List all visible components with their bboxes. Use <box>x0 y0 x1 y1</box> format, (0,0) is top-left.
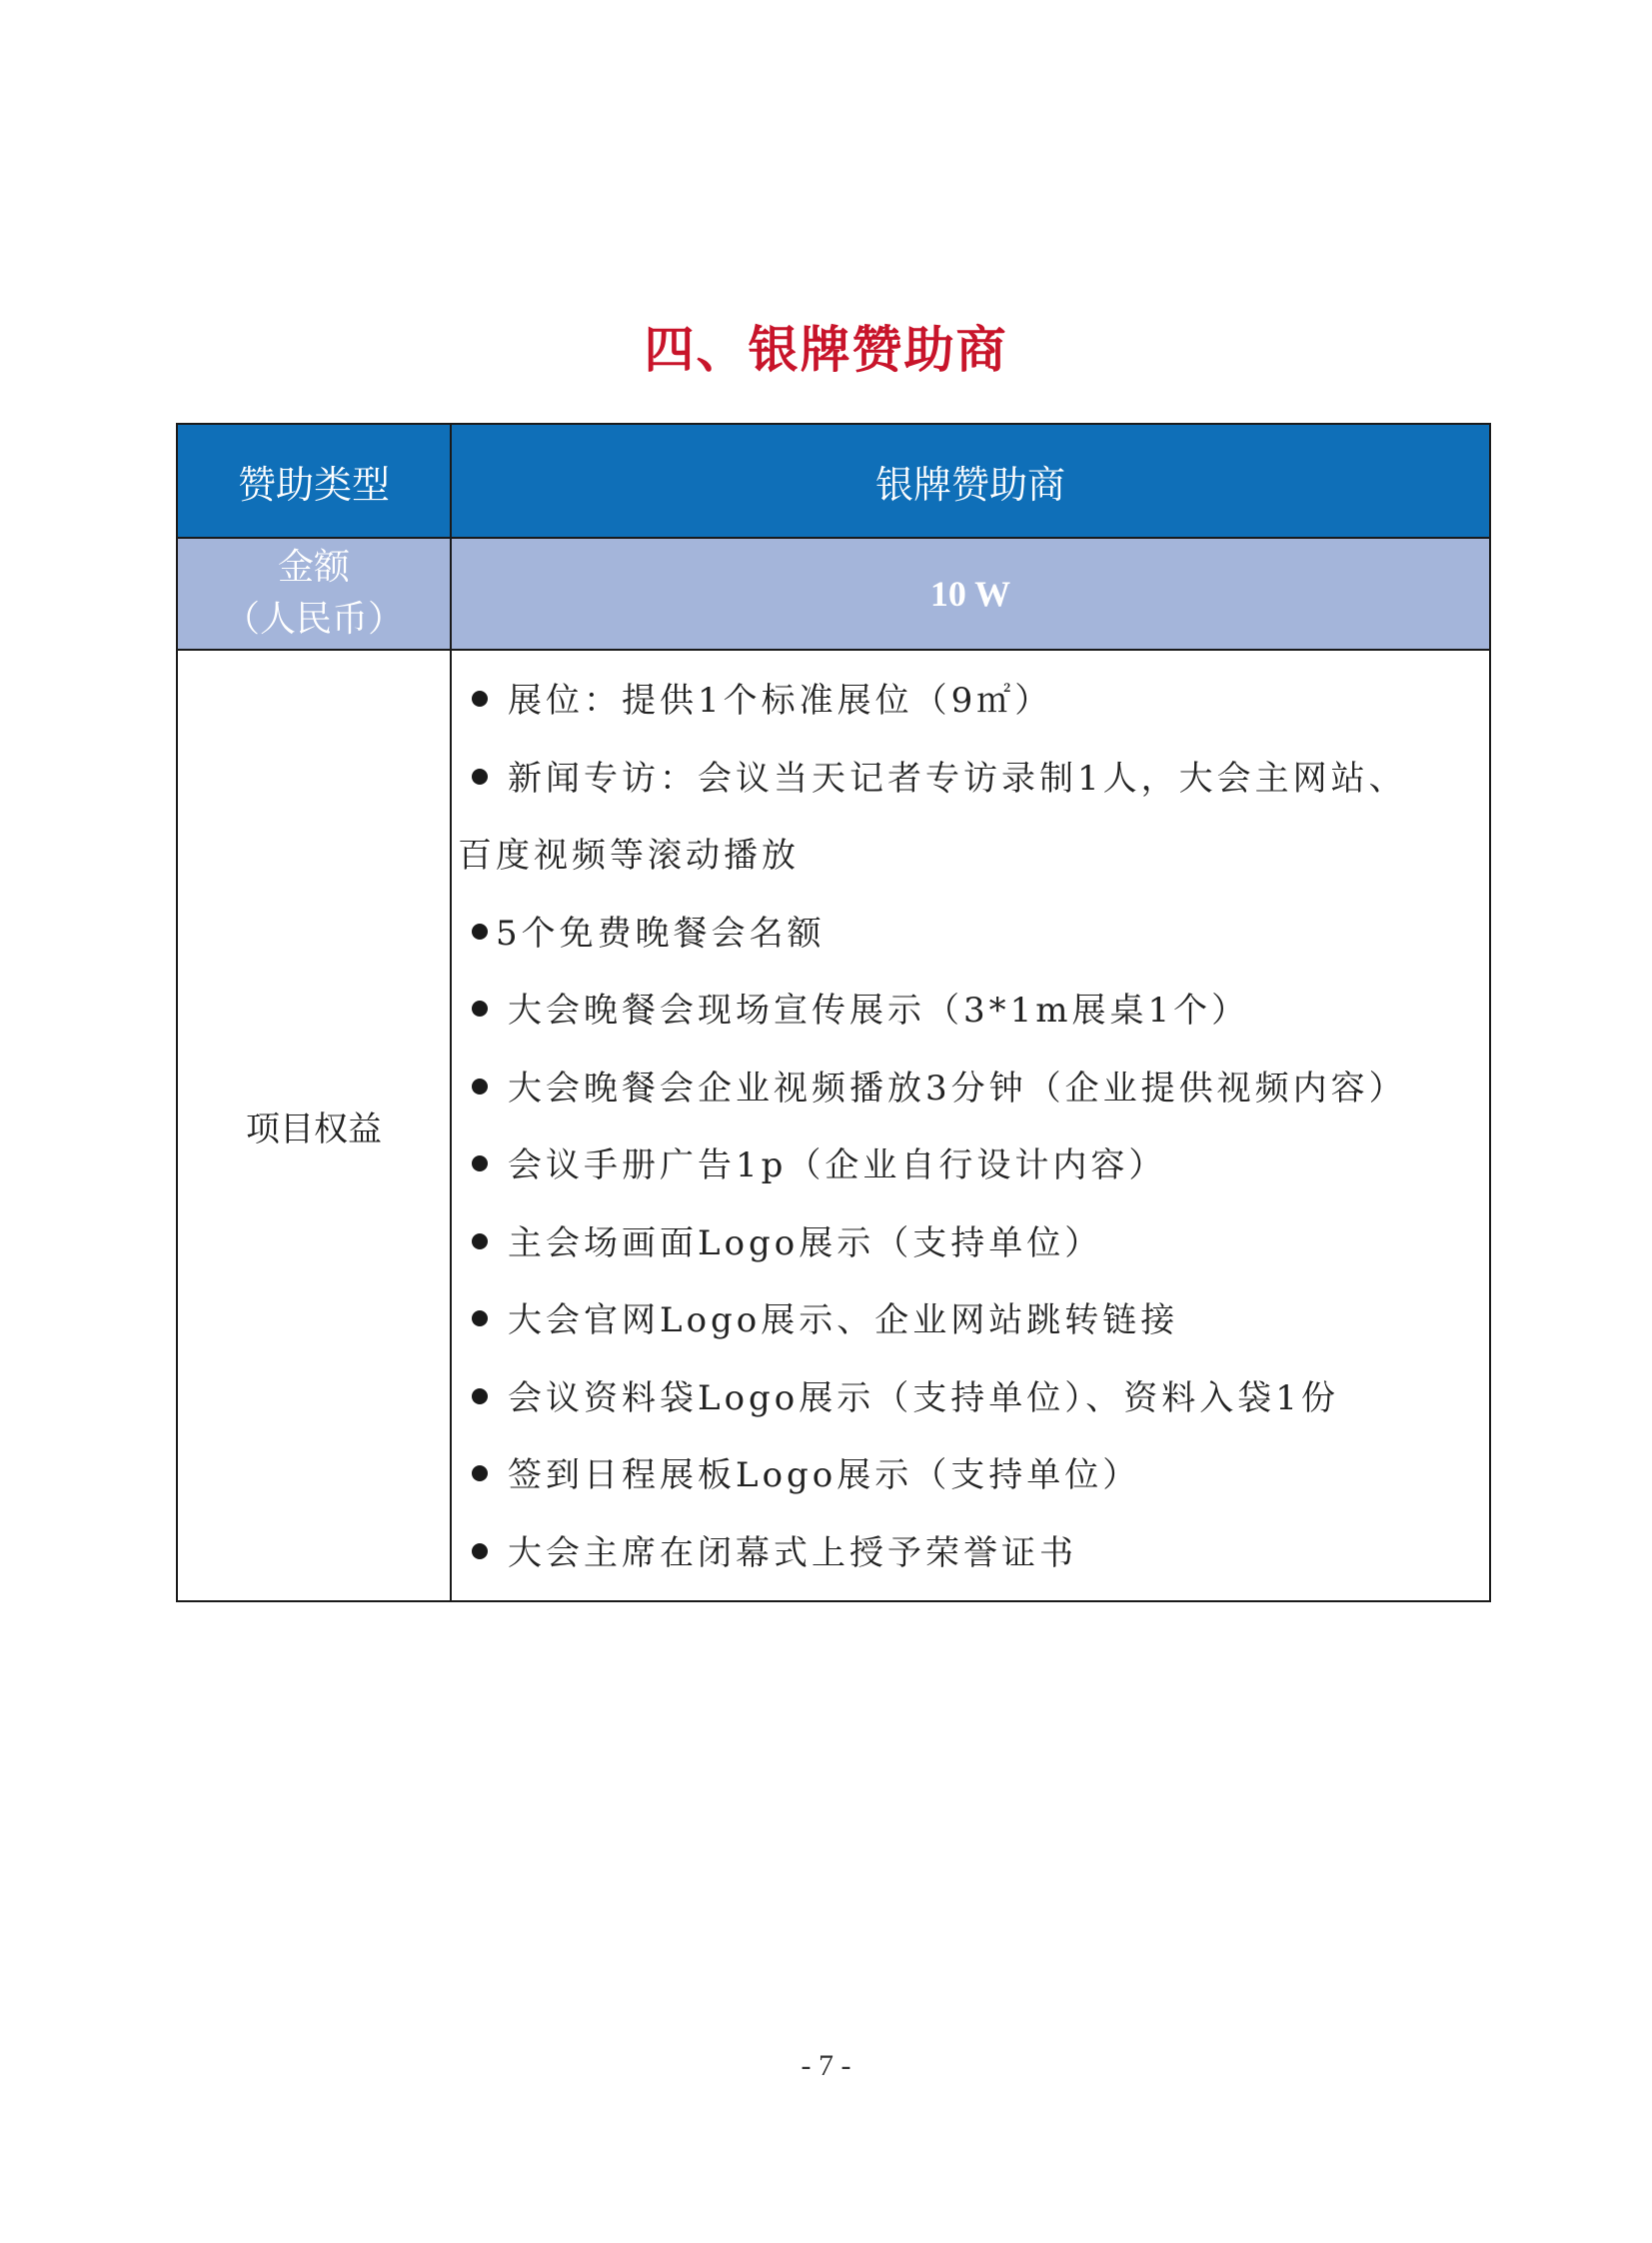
bullet-icon <box>472 1001 488 1017</box>
list-item <box>452 1515 1489 1593</box>
benefit-text: 大会晚餐会企业视频播放3分钟（企业提供视频内容） <box>508 1068 1407 1109</box>
amount-label-cell <box>177 538 451 650</box>
bullet-icon <box>472 691 488 707</box>
list-item <box>452 1360 1489 1438</box>
bullet-icon <box>472 1079 488 1095</box>
header-value-cell: 银牌赞助商 <box>451 424 1490 538</box>
amount-value-cell <box>451 538 1490 650</box>
benefit-text: 新闻专访：会议当天记者专访录制1人，大会主网站、 <box>508 758 1407 799</box>
amount-label-line2: （人民币） <box>223 599 404 640</box>
page-number: - 7 - <box>801 2049 851 2082</box>
list-item <box>452 1282 1489 1360</box>
bullet-icon <box>472 1155 488 1171</box>
list-item <box>452 741 1489 819</box>
page-title: 四、银牌赞助商 <box>644 321 1008 379</box>
benefits-label-cell: 项目权益 <box>177 650 451 1601</box>
benefit-text: 大会主席在闭幕式上授予荣誉证书 <box>508 1532 1077 1573</box>
benefit-text: 主会场画面Logo展示（支持单位） <box>508 1222 1103 1263</box>
bullet-icon <box>472 924 488 940</box>
benefit-text: 5个免费晚餐会名额 <box>496 913 826 954</box>
amount-value: 10 W <box>929 574 1011 614</box>
amount-label-line1: 金额 <box>277 547 350 588</box>
benefits-list-cell <box>451 650 1490 1601</box>
sponsor-table <box>176 423 1491 1602</box>
table-header-row <box>177 424 1490 538</box>
list-item <box>452 1051 1489 1128</box>
bullet-icon <box>472 1465 488 1481</box>
bullet-icon <box>472 1233 488 1249</box>
list-item <box>452 973 1489 1051</box>
bullet-icon <box>472 1310 488 1326</box>
benefits-row <box>177 650 1490 1601</box>
header-label-cell: 赞助类型 <box>177 424 451 538</box>
bullet-icon <box>472 1543 488 1559</box>
benefit-text: 签到日程展板Logo展示（支持单位） <box>508 1455 1141 1495</box>
list-item <box>452 663 1489 741</box>
bullet-icon <box>472 769 488 785</box>
benefit-list <box>452 651 1489 1600</box>
bullet-icon <box>472 1388 488 1404</box>
list-item <box>452 1205 1489 1283</box>
benefit-text: 大会晚餐会现场宣传展示（3*1m展桌1个） <box>508 991 1250 1031</box>
benefit-text: 会议手册广告1p（企业自行设计内容） <box>508 1145 1167 1185</box>
list-item <box>452 896 1489 974</box>
list-item-continuation <box>452 818 1489 896</box>
benefit-text: 展位：提供1个标准展位（9㎡） <box>508 681 1053 721</box>
benefit-text: 大会官网Logo展示、企业网站跳转链接 <box>508 1300 1179 1340</box>
list-item <box>452 1437 1489 1515</box>
benefit-text: 百度视频等滚动播放 <box>458 836 800 876</box>
amount-row <box>177 538 1490 650</box>
benefit-text: 会议资料袋Logo展示（支持单位）、资料入袋1份 <box>508 1377 1339 1418</box>
list-item <box>452 1127 1489 1205</box>
